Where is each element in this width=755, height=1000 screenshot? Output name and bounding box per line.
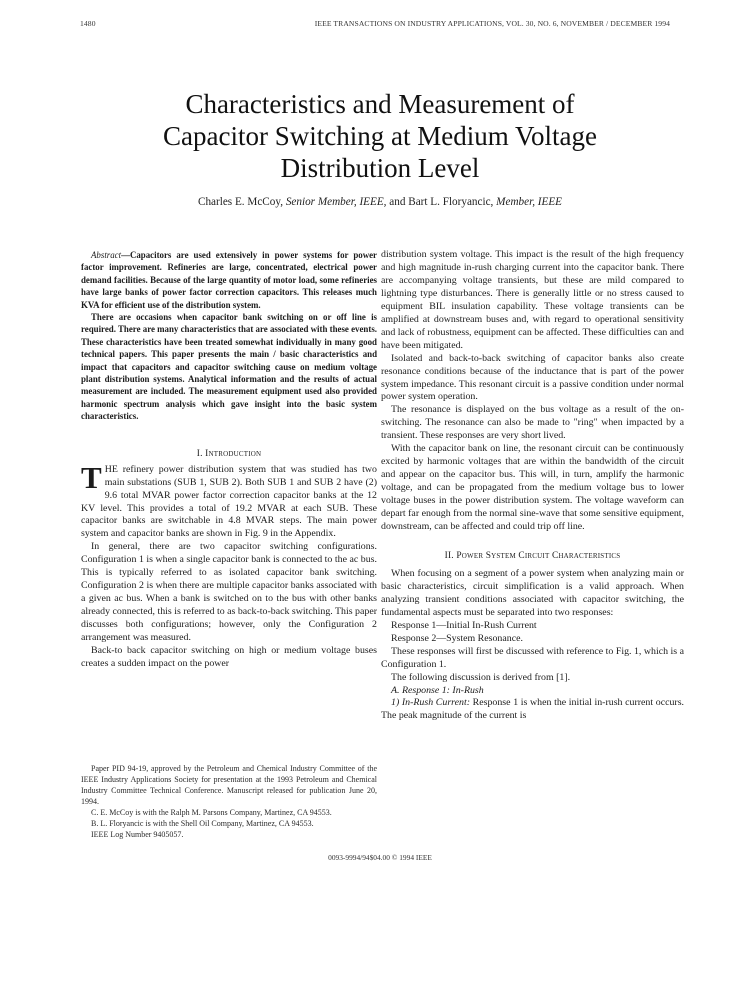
- abstract: [81, 249, 377, 423]
- title-line-3: Distribution Level: [280, 153, 480, 183]
- footnotes: [81, 763, 377, 840]
- journal-citation: IEEE TRANSACTIONS ON INDUSTRY APPLICATIONS, VOL. 30, NO. 6, NOVEMBER / DECEMBER 1994: [314, 19, 670, 28]
- body-paragraph-resonance: Isolated and back-to-back switching of capacitor banks also create resonance conditions because of the inductance that is part of the power system impedance. This resonant circuit is a passive condition under normal power system operation.: [381, 352, 684, 403]
- title-line-1: Characteristics and Measurement of: [185, 89, 575, 119]
- paper-title: [60, 88, 700, 184]
- footnote-author-2-affiliation: B. L. Floryancic is with the Shell Oil Company, Martinez, CA 94553.: [91, 819, 314, 828]
- body-paragraph-simplification: When focusing on a segment of a power system when analyzing main or basic characteristics, circuit simplification is a valid approach. When analyzing transient conditions associated with capacitor switching, the fundamental aspects must be separated into two responses:: [381, 567, 684, 618]
- body-paragraph-inrush: 1) In-Rush Current: Response 1 is when the initial in-rush current occurs. The peak magnitude of the current is: [381, 697, 685, 722]
- section-heading-introduction: I. Introduction: [196, 448, 262, 459]
- author-1-membership: Senior Member, IEEE,: [285, 196, 387, 208]
- response-1-item: Response 1—Initial In-Rush Current: [391, 619, 537, 631]
- abstract-paragraph-2: There are occasions when capacitor bank switching on or off line is required. There are many characteristics that are associated with these events. These characteristics have been treated somewhat individually in many good technical papers. This paper presents the main / basic characteristics and impact that capacitors and capacitor switching cause on medium voltage plant distribution systems. Analytical information and the results of actual measurement are included. The measurement equipment used also provided harmonic spectrum analysis which gave insight into the basic system characteristics.: [81, 312, 377, 422]
- intro-paragraph-1: THE refinery power distribution system that was studied has two main substations (SUB 1, SUB 2). Both SUB 1 and SUB 2 have (2) 9.6 total MVAR power factor correction capacitor banks at the 12 KV level. This provides a total of 19.2 MVAR at each SUB. These capacitor banks are switchable in 4.8 MVAR steps. The main power system and capacitor banks are shown in Fig. 9 in the Appendix.: [81, 459, 377, 540]
- body-paragraph-derived: The following discussion is derived from [1].: [391, 671, 571, 683]
- drop-cap: T: [81, 459, 102, 495]
- intro-paragraph-2: In general, there are two capacitor switching configurations. Configuration 1 is when a single capacitor bank is connected to the ac bus. This is typically referred to as isolated capacitor bank switching. Configuration 2 is when there are multiple capacitor banks associated with a given ac bus. When a bank is switched on to the bus with other banks already connected, this is referred to as back-to-back switching. This paper discusses both configurations; however, only the Configuration 2 arrangement was measured.: [81, 541, 377, 644]
- body-paragraph-fig1-reference: These responses will first be discussed with reference to Fig. 1, which is a Configuration 1.: [381, 645, 684, 670]
- author-2-name: Bart L. Floryancic,: [408, 196, 494, 208]
- page-number: 1480: [80, 19, 96, 28]
- body-paragraph-ring: The resonance is displayed on the bus voltage as a result of the on-switching. The resonance can also be made to "ring" when impacted by a transient. These responses are very short lived.: [381, 404, 684, 442]
- author-2-membership: Member, IEEE: [496, 196, 563, 208]
- author-conjunction: and: [389, 196, 406, 208]
- right-column: [381, 249, 684, 723]
- copyright-line: 0093-9994/94$04.00 © 1994 IEEE: [328, 853, 432, 862]
- footnote-author-1-affiliation: C. E. McCoy is with the Ralph M. Parsons Company, Martinez, CA 94553.: [91, 808, 332, 817]
- footnote-log-number: IEEE Log Number 9405057.: [91, 830, 184, 839]
- abstract-label: Abstract: [91, 250, 122, 260]
- footnote-paper-info: Paper PID 94-19, approved by the Petroleum and Chemical Industry Committee of the IEEE Industry Applications Society for presentation at the 1993 Petroleum and Chemical Industry Committee Technical Conference. Manuscript released for publication June 20, 1994.: [81, 764, 377, 806]
- intro-paragraph-3: Back-to back capacitor switching on high or medium voltage buses creates a sudden impact on the power: [81, 644, 377, 669]
- body-paragraph-harmonics: With the capacitor bank on line, the resonant circuit can be continuously excited by harmonic voltages that are within the bandwidth of the circuit and appear on the capacitor bus. This will, in turn, amplify the harmonic voltage, and can be propagated from the medium voltage bus to lower voltage buses in the power distribution system. The voltage waveform can depart far enough from the normal sine-wave that some sensitive equipment, downstream, can be affected and could trip off line.: [381, 443, 685, 533]
- section-heading-power-system: II. Power System Circuit Characteristics: [444, 550, 621, 561]
- author-line: [60, 196, 700, 208]
- response-2-item: Response 2—System Resonance.: [391, 632, 523, 644]
- body-paragraph-continued: distribution system voltage. This impact is the result of the high frequency and high magnitude in-rush charging current into the capacitor bank. There are accompanying voltage transients, but these are mild compared to lightning type disturbances. There is generally little or no stress caused to equipment BIL insulation capability. These voltage transients can be amplified at downstream buses and, with regard to operational sensitivity and lack of robustness, equipment can be affected. These difficulties can and have been mitigated.: [381, 249, 684, 351]
- left-column: [81, 249, 377, 671]
- abstract-paragraph-1: Abstract—Capacitors are used extensively in power systems for power factor improvement. Refineries are large, concentrated, electrical power demand facilities. Because of the large quantity of motor load, some refineries have large banks of power factor correction capacitors. This releases much KVA for efficient use of the distribution system.: [81, 250, 377, 310]
- inrush-run-in-heading: 1) In-Rush Current:: [391, 697, 471, 709]
- title-line-2: Capacitor Switching at Medium Voltage: [163, 121, 597, 151]
- subsection-heading-response-1: A. Response 1: In-Rush: [391, 684, 484, 696]
- author-1-name: Charles E. McCoy,: [197, 196, 284, 208]
